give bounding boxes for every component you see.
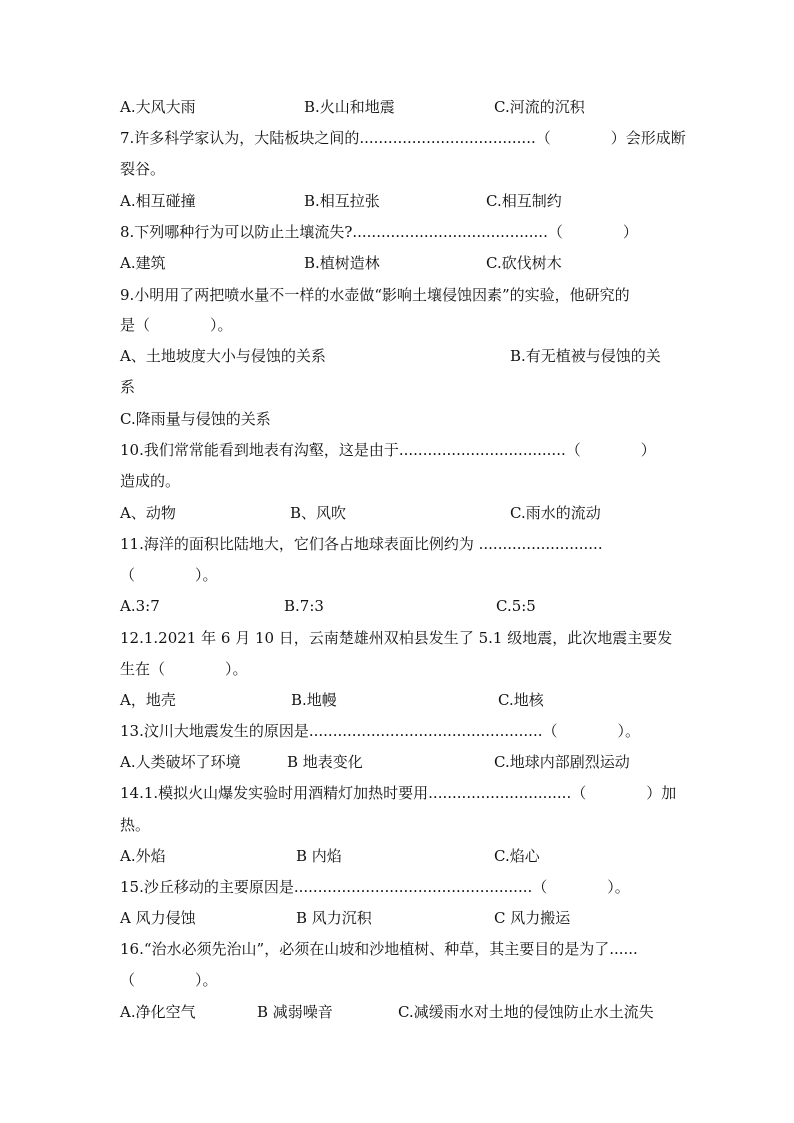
q11-option-c[interactable]: C.5:5 bbox=[496, 597, 536, 615]
q15-option-a[interactable]: A 风力侵蚀 bbox=[120, 909, 196, 927]
q7-option-b[interactable]: B.相互拉张 bbox=[304, 192, 380, 210]
q14-option-c[interactable]: C.焰心 bbox=[494, 847, 540, 865]
q14-option-a[interactable]: A.外焰 bbox=[120, 847, 166, 865]
q11-option-a[interactable]: A.3:7 bbox=[120, 597, 160, 615]
q8-stem-line1: 8.下列哪种行为可以防止土壤流失?.........................................（ ） bbox=[120, 223, 638, 241]
q10-option-b[interactable]: B、风吹 bbox=[290, 504, 347, 522]
q16-stem-line1: 16.“治水必须先治山”，必须在山坡和沙地植树、种草，其主要目的是为了...... bbox=[120, 940, 638, 958]
q10-option-c[interactable]: C.雨水的流动 bbox=[510, 504, 601, 522]
q16-option-c[interactable]: C.减缓雨水对土地的侵蚀防止水土流失 bbox=[398, 1003, 654, 1021]
q16-option-b[interactable]: B 减弱噪音 bbox=[257, 1003, 333, 1021]
q9-option-c[interactable]: C.降雨量与侵蚀的关系 bbox=[120, 410, 271, 428]
q11-stem-line2: （ ）。 bbox=[120, 566, 218, 584]
q11-option-b[interactable]: B.7:3 bbox=[284, 597, 324, 615]
q7-stem-line2: 裂谷。 bbox=[120, 160, 166, 178]
q10-option-a[interactable]: A、动物 bbox=[120, 504, 176, 522]
q9-option-a[interactable]: A、土地坡度大小与侵蚀的关系 bbox=[120, 347, 326, 365]
q16-options bbox=[120, 1001, 680, 1023]
q9-stem-line1: 9.小明用了两把喷水量不一样的水壶做“影响土壤侵蚀因素”的实验，他研究的 bbox=[120, 286, 630, 304]
q10-stem-line1: 10.我们常常能看到地表有沟壑，这是由于...................................（ ） bbox=[120, 441, 656, 459]
q7-option-c[interactable]: C.相互制约 bbox=[486, 192, 562, 210]
q12-stem-line1: 12.1.2021 年 6 月 10 日，云南楚雄州双柏县发生了 5.1 级地震，此次地震主要发 bbox=[120, 629, 673, 647]
q13-option-a[interactable]: A.人类破坏了环境 bbox=[120, 753, 241, 771]
q12-option-c[interactable]: C.地核 bbox=[498, 691, 544, 709]
q12-stem-line2: 生在（ ）。 bbox=[120, 660, 248, 678]
q6-option-a[interactable]: A.大风大雨 bbox=[120, 98, 196, 116]
q6-option-b[interactable]: B.火山和地震 bbox=[304, 98, 395, 116]
q14-stem-line2: 热。 bbox=[120, 816, 151, 834]
q13-stem-line1: 13.汶川大地震发生的原因是.................................................（ ）。 bbox=[120, 722, 640, 740]
q15-stem-line1: 15.沙丘移动的主要原因是..................................................（ ）。 bbox=[120, 878, 630, 896]
q14-options bbox=[120, 845, 680, 867]
q12-options bbox=[120, 689, 680, 711]
q9-options-row1 bbox=[120, 345, 680, 367]
q8-option-a[interactable]: A.建筑 bbox=[120, 254, 166, 272]
q6-options bbox=[120, 96, 680, 118]
q16-option-a[interactable]: A.净化空气 bbox=[120, 1003, 196, 1021]
q16-stem-line2: （ ）。 bbox=[120, 971, 218, 989]
q7-stem-line1: 7.许多科学家认为，大陆板块之间的.....................................（ ）会形成断 bbox=[120, 129, 686, 147]
q8-option-c[interactable]: C.砍伐树木 bbox=[486, 254, 562, 272]
q9-option-b-wrap: 系 bbox=[120, 378, 136, 396]
q15-option-c[interactable]: C 风力搬运 bbox=[494, 909, 571, 927]
q15-option-b[interactable]: B 风力沉积 bbox=[296, 909, 372, 927]
q11-stem-line1: 11.海洋的面积比陆地大，它们各占地球表面比例约为 .......................... bbox=[120, 535, 603, 553]
q9-stem-line2: 是（ ）。 bbox=[120, 316, 233, 334]
q12-option-b[interactable]: B.地幔 bbox=[291, 691, 337, 709]
q8-option-b[interactable]: B.植树造林 bbox=[304, 254, 380, 272]
q8-options bbox=[120, 252, 680, 274]
q13-option-c[interactable]: C.地球内部剧烈运动 bbox=[494, 753, 630, 771]
q9-options-row2 bbox=[120, 408, 680, 430]
q14-stem-line1: 14.1.模拟火山爆发实验时用酒精灯加热时要用..............................（ ）加 bbox=[120, 784, 677, 802]
q11-options bbox=[120, 595, 680, 617]
q15-options bbox=[120, 907, 680, 929]
q9-option-b[interactable]: B.有无植被与侵蚀的关 bbox=[510, 347, 661, 365]
q7-options bbox=[120, 190, 680, 212]
q10-options bbox=[120, 502, 680, 524]
q6-option-c[interactable]: C.河流的沉积 bbox=[494, 98, 585, 116]
q13-option-b[interactable]: B 地表变化 bbox=[287, 753, 363, 771]
q14-option-b[interactable]: B 内焰 bbox=[296, 847, 342, 865]
q13-options bbox=[120, 751, 680, 773]
q10-stem-line2: 造成的。 bbox=[120, 472, 181, 490]
q7-option-a[interactable]: A.相互碰撞 bbox=[120, 192, 196, 210]
q12-option-a[interactable]: A，地壳 bbox=[120, 691, 176, 709]
